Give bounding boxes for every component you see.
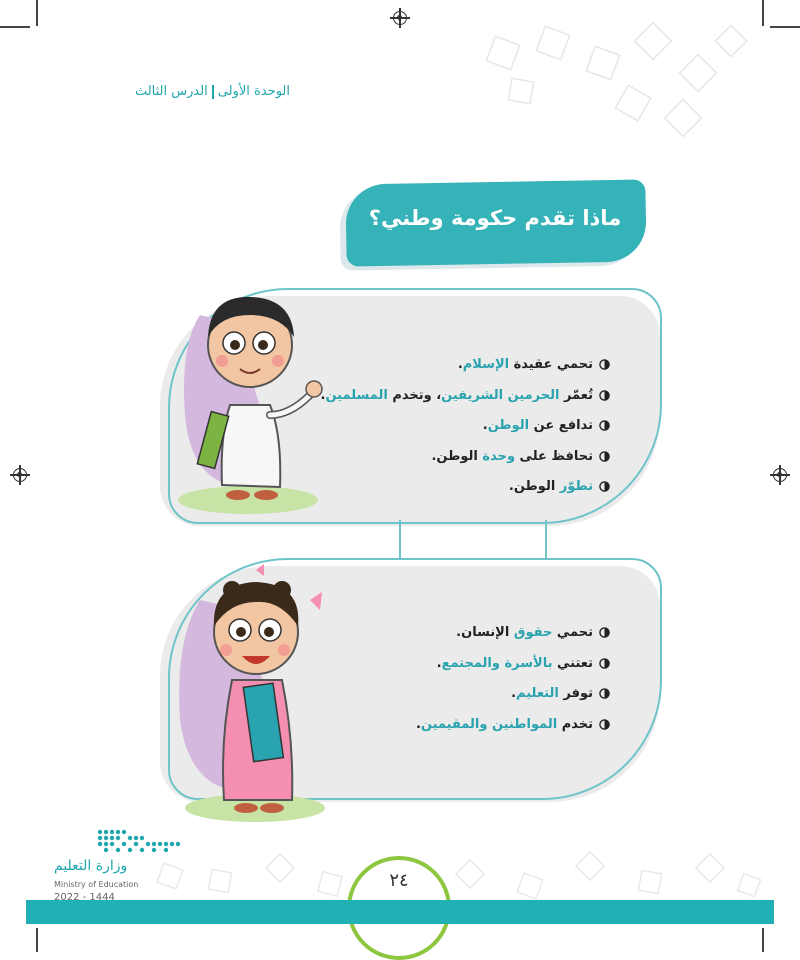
item-highlight: التعليم bbox=[516, 686, 559, 701]
list-item bbox=[416, 649, 610, 680]
header-divider bbox=[212, 85, 214, 99]
item-highlight: الحرمين الشريفين bbox=[441, 387, 560, 403]
item-highlight: تطوّر bbox=[559, 479, 593, 494]
list-item bbox=[321, 350, 610, 381]
crop-mark bbox=[762, 928, 764, 952]
registration-mark-icon bbox=[13, 468, 27, 482]
registration-mark-icon bbox=[393, 11, 407, 25]
item-text: تعتني bbox=[552, 655, 593, 671]
item-text: تحمي عقيدة bbox=[509, 357, 593, 372]
list-item bbox=[416, 618, 610, 649]
item-text: تخدم bbox=[557, 716, 593, 732]
item-text: الإنسان. bbox=[456, 625, 514, 640]
decorative-pattern bbox=[140, 846, 780, 902]
bullet-icon bbox=[599, 420, 610, 431]
item-text: . bbox=[320, 387, 326, 403]
item-text: تحافظ على bbox=[515, 448, 593, 464]
item-text: . bbox=[511, 686, 517, 701]
item-highlight: الوطن bbox=[487, 418, 530, 433]
item-text: . bbox=[436, 655, 442, 671]
ministry-year: 2022 - 1444 bbox=[54, 892, 115, 903]
crop-mark bbox=[0, 26, 30, 28]
item-highlight: المسلمين bbox=[325, 387, 388, 403]
item-highlight: حقوق bbox=[513, 625, 553, 640]
item-text: تحمي bbox=[552, 625, 593, 640]
list-item bbox=[321, 442, 610, 473]
item-text: . bbox=[482, 418, 488, 433]
unit-label: الوحدة الأولى bbox=[217, 84, 290, 99]
item-highlight: المواطنين والمقيمين bbox=[420, 716, 558, 732]
item-text: . bbox=[457, 357, 463, 372]
crop-mark bbox=[36, 928, 38, 952]
list-item bbox=[321, 381, 610, 412]
decorative-pattern bbox=[470, 20, 770, 140]
bullet-icon bbox=[599, 658, 610, 669]
bullet-icon bbox=[599, 390, 610, 401]
ministry-name-ar: وزارة التعليم bbox=[54, 858, 128, 874]
item-text: تدافع عن bbox=[529, 418, 593, 433]
bullet-icon bbox=[599, 451, 610, 462]
item-text: الوطن. bbox=[508, 479, 560, 494]
item-text: توفر bbox=[558, 686, 593, 701]
item-text: الوطن. bbox=[431, 448, 483, 464]
list-item bbox=[321, 472, 610, 503]
card-connector bbox=[545, 520, 547, 560]
bullet-icon bbox=[599, 719, 610, 730]
page-number: ٢٤ bbox=[389, 870, 409, 891]
girl-illustration bbox=[160, 560, 330, 830]
list-item bbox=[416, 710, 610, 741]
boy-illustration bbox=[160, 285, 330, 515]
registration-mark-icon bbox=[773, 468, 787, 482]
bullet-icon bbox=[599, 688, 610, 699]
item-highlight: الإسلام bbox=[462, 357, 510, 372]
item-highlight: بالأسرة والمجتمع bbox=[441, 655, 553, 671]
list-item bbox=[321, 411, 610, 442]
card-2-list bbox=[416, 618, 610, 740]
crop-mark bbox=[36, 0, 38, 26]
footer-bar-overlap bbox=[345, 900, 453, 924]
item-text: ، وتخدم bbox=[387, 387, 442, 403]
bullet-icon bbox=[599, 359, 610, 370]
bullet-icon bbox=[599, 627, 610, 638]
crop-mark bbox=[770, 26, 800, 28]
ministry-logo-icon bbox=[54, 826, 184, 856]
lesson-label: الدرس الثالث bbox=[134, 84, 208, 99]
list-item bbox=[416, 679, 610, 710]
item-text: . bbox=[415, 716, 421, 732]
item-text: تُعمّر bbox=[559, 387, 593, 403]
unit-lesson-header bbox=[110, 84, 290, 99]
card-1-list bbox=[321, 350, 610, 503]
item-highlight: وحدة bbox=[482, 448, 516, 464]
ministry-name-en: Ministry of Education bbox=[54, 880, 139, 889]
card-connector bbox=[399, 520, 401, 560]
page-title: ماذا تقدم حكومة وطني؟ bbox=[368, 206, 622, 230]
bullet-icon bbox=[599, 481, 610, 492]
